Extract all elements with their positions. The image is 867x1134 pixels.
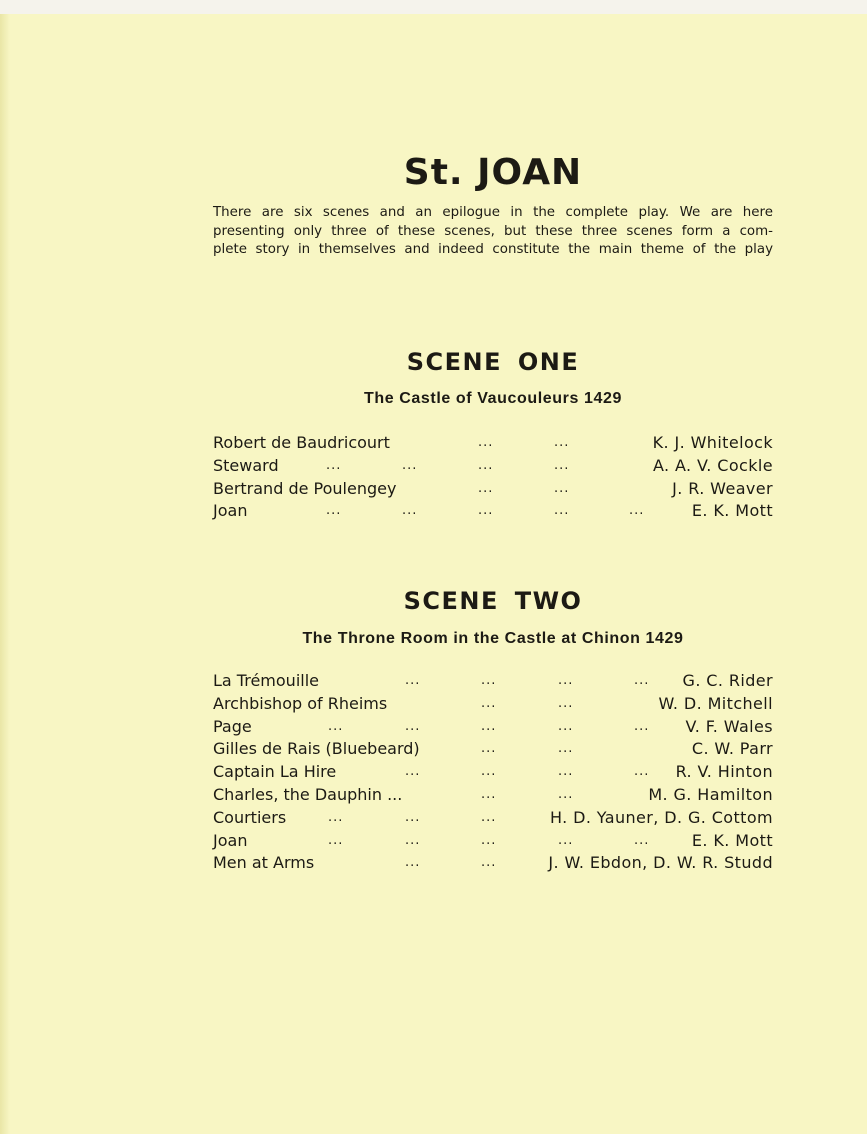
leader-dots: ... (405, 855, 421, 871)
play-title (213, 152, 773, 193)
actor-name: E. K. Mott (691, 830, 773, 850)
actor-name: C. W. Parr (691, 739, 773, 759)
leader-dots: ... (558, 786, 574, 802)
role-name: Gilles de Rais (Bluebeard) (213, 739, 420, 759)
scene-two-cast-list (213, 670, 773, 875)
role-name: Charles, the Dauphin ... (213, 784, 403, 804)
leader-dots: ... (634, 832, 650, 848)
role-name: Robert de Baudricourt (213, 433, 390, 452)
actor-name: R. V. Hinton (675, 762, 773, 782)
cast-row (213, 716, 773, 739)
leader-dots: ... (481, 786, 497, 802)
cast-row (213, 432, 773, 455)
cast-row (213, 738, 773, 761)
leader-dots: ... (481, 832, 497, 848)
leader-dots: ... (554, 503, 570, 519)
leader-dots: ... (328, 832, 344, 848)
scene-one-cast-list (213, 432, 773, 523)
leader-dots: ... (326, 503, 342, 519)
leader-dots: ... (554, 435, 570, 450)
leader-dots: ... (405, 809, 421, 825)
leader-dots: ... (405, 764, 421, 780)
intro-line: There are six scenes and an epilogue in the complete play. We are here (213, 205, 773, 220)
leader-dots: ... (478, 480, 494, 496)
leader-dots: ... (554, 480, 570, 496)
leader-dots: ... (634, 673, 650, 688)
leader-dots: ... (481, 855, 497, 871)
cast-row (213, 852, 773, 875)
role-name: Joan (213, 501, 248, 521)
leader-dots: ... (328, 809, 344, 825)
cast-row (213, 500, 773, 523)
actor-name: J. W. Ebdon, D. W. R. Studd (548, 853, 773, 873)
leader-dots: ... (634, 718, 650, 734)
leader-dots: ... (481, 809, 497, 825)
actor-name: G. C. Rider (682, 671, 773, 690)
cast-row (213, 693, 773, 716)
leader-dots: ... (402, 457, 418, 473)
leader-dots: ... (326, 457, 342, 473)
title-prefix: St. (403, 152, 464, 193)
leader-dots: ... (478, 503, 494, 519)
actor-name: E. K. Mott (691, 501, 773, 521)
actor-name: M. G. Hamilton (648, 784, 773, 804)
leader-dots: ... (558, 695, 574, 711)
role-name: Men at Arms (213, 853, 315, 873)
role-name: Archbishop of Rheims (213, 693, 388, 713)
leader-dots: ... (405, 673, 421, 688)
role-name: Courtiers (213, 807, 287, 827)
role-name: Steward (213, 455, 279, 475)
leader-dots: ... (481, 673, 497, 688)
actor-name: J. R. Weaver (672, 478, 773, 498)
leader-dots: ... (402, 503, 418, 519)
leader-dots: ... (328, 718, 344, 734)
leader-dots: ... (558, 718, 574, 734)
actor-name: A. A. V. Cockle (652, 455, 773, 475)
cast-row (213, 784, 773, 807)
leader-dots: ... (554, 457, 570, 473)
actor-name: W. D. Mitchell (658, 693, 773, 713)
scene-one-setting: The Castle of Vaucouleurs 1429 (363, 390, 623, 407)
leader-dots: ... (481, 741, 497, 757)
actor-name: V. F. Wales (685, 716, 773, 736)
cast-row (213, 830, 773, 853)
actor-name: H. D. Yauner, D. G. Cottom (549, 807, 773, 827)
scene-two-setting: The Throne Room in the Castle at Chinon 1429 (302, 630, 684, 647)
cast-row (213, 761, 773, 784)
leader-dots: ... (405, 832, 421, 848)
title-name: JOAN (477, 152, 583, 193)
intro-line: plete story in themselves and indeed constitute the main theme of the play (213, 242, 773, 257)
role-name: Captain La Hire (213, 762, 337, 782)
cast-row (213, 807, 773, 830)
leader-dots: ... (478, 457, 494, 473)
actor-name: K. J. Whitelock (652, 433, 773, 452)
intro-line: presenting only three of these scenes, but these three scenes form a com- (213, 223, 773, 239)
leader-dots: ... (481, 764, 497, 780)
page-edge (0, 14, 10, 1134)
cast-row (213, 455, 773, 478)
cast-row (213, 478, 773, 501)
cast-row (213, 670, 773, 693)
leader-dots: ... (634, 764, 650, 780)
leader-dots: ... (478, 435, 494, 450)
scene-two-heading: SCENE TWO (403, 587, 583, 615)
role-name: Bertrand de Poulengey (213, 478, 397, 498)
leader-dots: ... (629, 503, 645, 519)
intro-paragraph (213, 204, 773, 260)
role-name: Joan (213, 830, 248, 850)
leader-dots: ... (558, 764, 574, 780)
role-name: La Trémouille (213, 671, 319, 690)
leader-dots: ... (558, 673, 574, 688)
role-name: Page (213, 716, 252, 736)
leader-dots: ... (558, 741, 574, 757)
scene-one-heading: SCENE ONE (406, 348, 580, 376)
leader-dots: ... (558, 832, 574, 848)
leader-dots: ... (481, 695, 497, 711)
leader-dots: ... (481, 718, 497, 734)
leader-dots: ... (405, 718, 421, 734)
